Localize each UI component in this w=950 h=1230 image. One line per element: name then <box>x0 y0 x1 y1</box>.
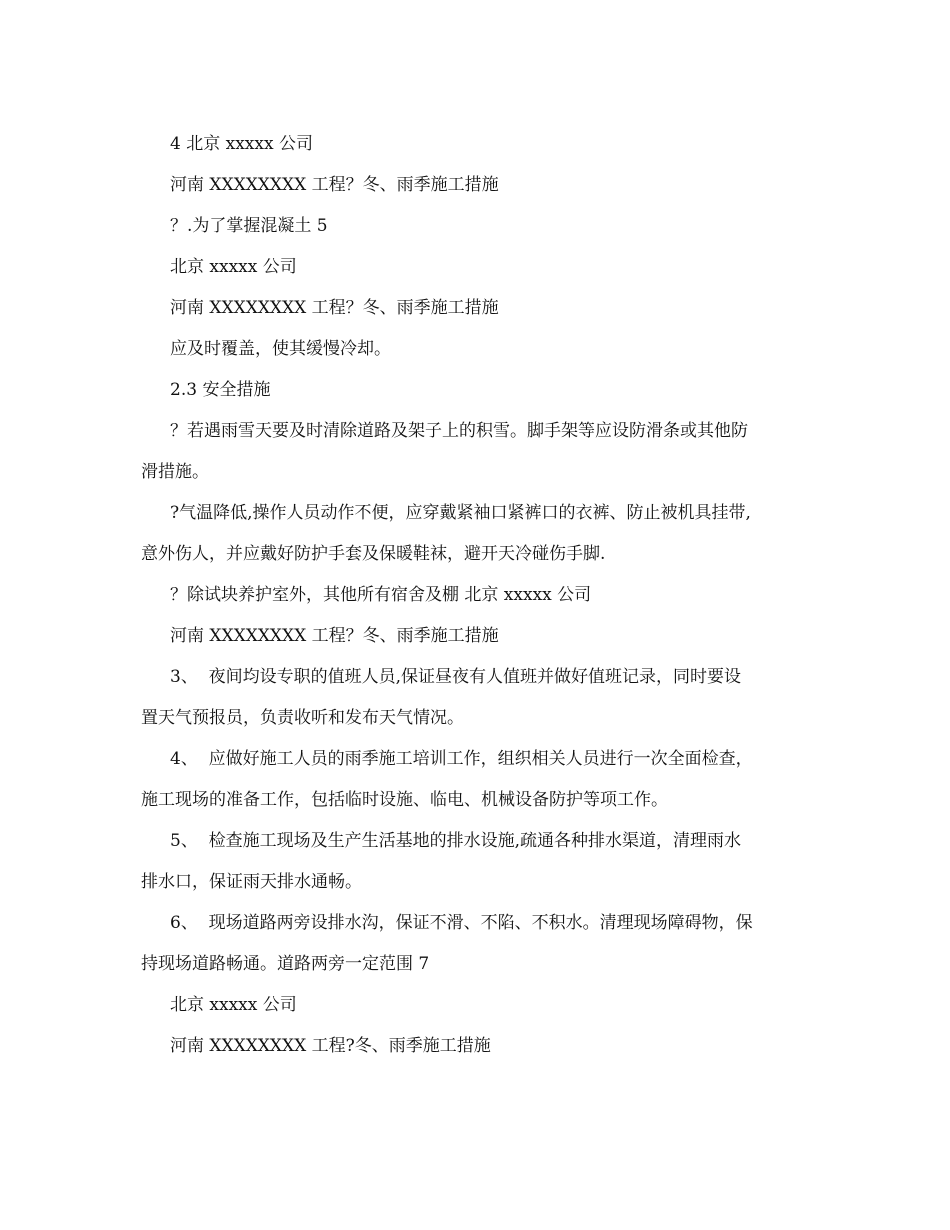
document-body <box>141 124 809 1067</box>
section-heading: 2.3 安全措施 <box>170 380 271 400</box>
text-line: 持现场道路畅通。道路两旁一定范围 7 <box>141 954 430 974</box>
text-line: ？.为了掌握混凝土 5 <box>170 216 328 236</box>
text-line: 河南 XXXXXXXX 工程？冬、雨季施工措施 <box>170 626 499 646</box>
text-line: ？若遇雨雪天要及时清除道路及架子上的积雪。脚手架等应设防滑条或其他防 <box>170 421 748 441</box>
text-line: 5、 检查施工现场及生产生活基地的排水设施,疏通各种排水渠道，清理雨水 <box>170 831 742 851</box>
text-line: 3、 夜间均设专职的值班人员,保证昼夜有人值班并做好值班记录，同时要设 <box>170 667 742 687</box>
text-line: 北京 xxxxx 公司 <box>170 257 297 277</box>
text-line: 滑措施。 <box>141 462 209 482</box>
text-line: 北京 xxxxx 公司 <box>170 995 297 1015</box>
text-line: 6、 现场道路两旁设排水沟，保证不滑、不陷、不积水。清理现场障碍物，保 <box>170 913 753 933</box>
text-line: 河南 XXXXXXXX 工程？冬、雨季施工措施 <box>170 175 499 195</box>
text-line: ？除试块养护室外，其他所有宿舍及棚 北京 xxxxx 公司 <box>170 585 592 605</box>
text-line: 施工现场的准备工作，包括临时设施、临电、机械设备防护等项工作。 <box>141 790 668 810</box>
text-line: 河南 XXXXXXXX 工程？冬、雨季施工措施 <box>170 298 499 318</box>
text-line: 置天气预报员，负责收听和发布天气情况。 <box>141 708 464 728</box>
text-line: 河南 XXXXXXXX 工程?冬、雨季施工措施 <box>170 1036 491 1056</box>
text-line: 4 北京 xxxxx 公司 <box>170 134 313 154</box>
text-line: 意外伤人，并应戴好防护手套及保暖鞋袜，避开天冷碰伤手脚. <box>141 544 606 564</box>
text-line: 4、 应做好施工人员的雨季施工培训工作，组织相关人员进行一次全面检查， <box>170 749 753 769</box>
text-line: ?气温降低,操作人员动作不便，应穿戴紧袖口紧裤口的衣裤、防止被机具挂带, <box>170 503 751 523</box>
text-line: 排水口，保证雨天排水通畅。 <box>141 872 362 892</box>
text-line: 应及时覆盖，使其缓慢冷却。 <box>170 339 391 359</box>
